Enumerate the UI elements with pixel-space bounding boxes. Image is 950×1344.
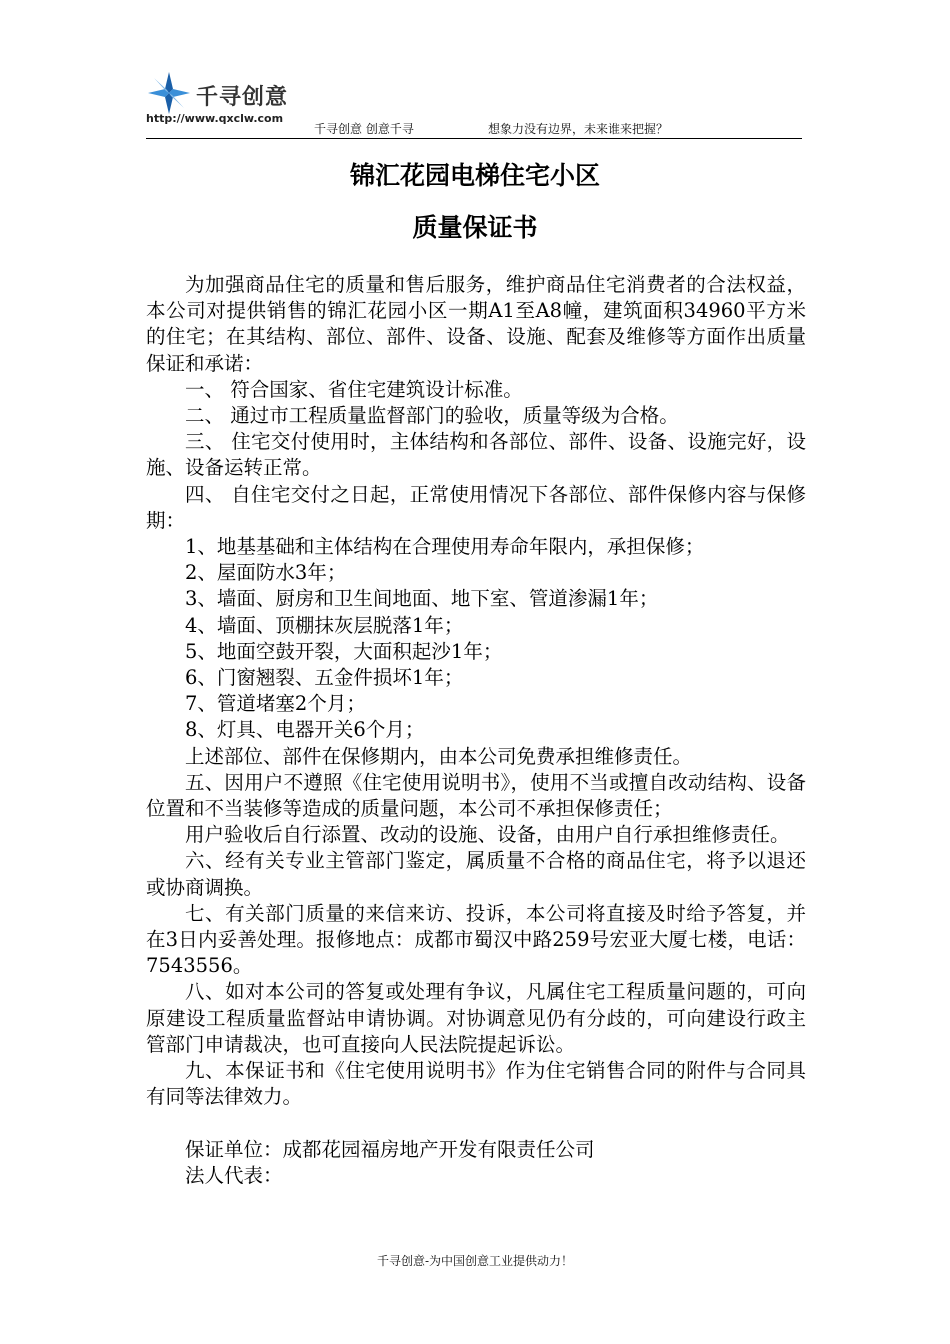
logo-text: 千寻创意 — [196, 85, 289, 110]
warranty-item: 2、屋面防水3年； — [185, 561, 347, 585]
paragraph-item-2: 二、 通过市工程质量监督部门的验收，质量等级为合格。 — [185, 404, 679, 428]
logo-url[interactable]: http://www.qxclw.com — [146, 112, 284, 125]
document-body — [146, 272, 806, 1189]
warranty-item: 6、门窗翘裂、五金件损坏1年； — [185, 666, 464, 690]
header-slogan-left: 千寻创意 创意千寻 — [314, 122, 414, 136]
header-slogan-right: 想象力没有边界，未来谁来把握？ — [488, 122, 669, 136]
document-title: 锦汇花园电梯住宅小区 — [349, 161, 600, 190]
paragraph-item-6: 六、经有关专业主管部门鉴定，属质量不合格的商品住宅，将予以退还或协商调换。 — [146, 849, 806, 899]
paragraph-item-1: 一、 符合国家、省住宅建筑设计标准。 — [185, 377, 523, 401]
paragraph-item-8: 八、如对本公司的答复或处理有争议，凡属住宅工程质量问题的，可向原建设工程质量监督站申请协调。对协调意见仍有分歧的，可向建设行政主管部门申请裁决，也可直接向人民法院提起诉讼。 — [146, 980, 806, 1056]
paragraph-user-additions: 用户验收后自行添置、改动的设施、设备，由用户自行承担维修责任。 — [185, 823, 790, 847]
warranty-item: 5、地面空鼓开裂，大面积起沙1年； — [185, 639, 503, 663]
paragraph-item-5: 五、因用户不遵照《住宅使用说明书》，使用不当或擅自改动结构、设备位置和不当装修等造成的质量问题，本公司不承担保修责任； — [146, 770, 806, 821]
paragraph-item-4: 四、 自住宅交付之日起，正常使用情况下各部位、部件保修内容与保修期： — [146, 482, 806, 532]
warranty-item: 7、管道堵塞2个月； — [185, 692, 366, 716]
warranty-item: 1、地基基础和主体结构在合理使用寿命年限内，承担保修； — [185, 535, 705, 559]
star-logo-icon — [146, 70, 192, 116]
company-logo — [146, 70, 306, 130]
page-footer: 千寻创意-为中国创意工业提供动力！ — [376, 1254, 574, 1268]
warranty-item: 3、墙面、厨房和卫生间地面、地下室、管道渗漏1年； — [185, 587, 659, 611]
legal-representative-line: 法人代表： — [185, 1163, 283, 1187]
paragraph-free-repair: 上述部位、部件在保修期内，由本公司免费承担维修责任。 — [185, 744, 693, 768]
guarantor-line: 保证单位：成都花园福房地产开发有限责任公司 — [185, 1137, 595, 1161]
warranty-item: 4、墙面、顶棚抹灰层脱落1年； — [185, 613, 464, 637]
document-subtitle: 质量保证书 — [412, 213, 538, 242]
paragraph-item-9: 九、本保证书和《住宅使用说明书》作为住宅销售合同的附件与合同具有同等法律效力。 — [146, 1059, 806, 1109]
paragraph-intro: 为加强商品住宅的质量和售后服务，维护商品住宅消费者的合法权益，本公司对提供销售的锦汇花园小区一期A1至A8幢，建筑面积34960平方米的住宅；在其结构、部位、部件、设备、设施、配套及维修等方面作出质量保证和承诺： — [146, 273, 806, 375]
header-divider — [146, 138, 802, 139]
paragraph-item-7: 七、有关部门质量的来信来访、投诉，本公司将直接及时给予答复，并在3日内妥善处理。报修地点：成都市蜀汉中路259号宏亚大厦七楼，电话：7543556。 — [146, 901, 806, 978]
warranty-item: 8、灯具、电器开关6个月； — [185, 718, 425, 742]
paragraph-item-3: 三、 住宅交付使用时，主体结构和各部位、部件、设备、设施完好，设施、设备运转正常。 — [146, 430, 806, 480]
